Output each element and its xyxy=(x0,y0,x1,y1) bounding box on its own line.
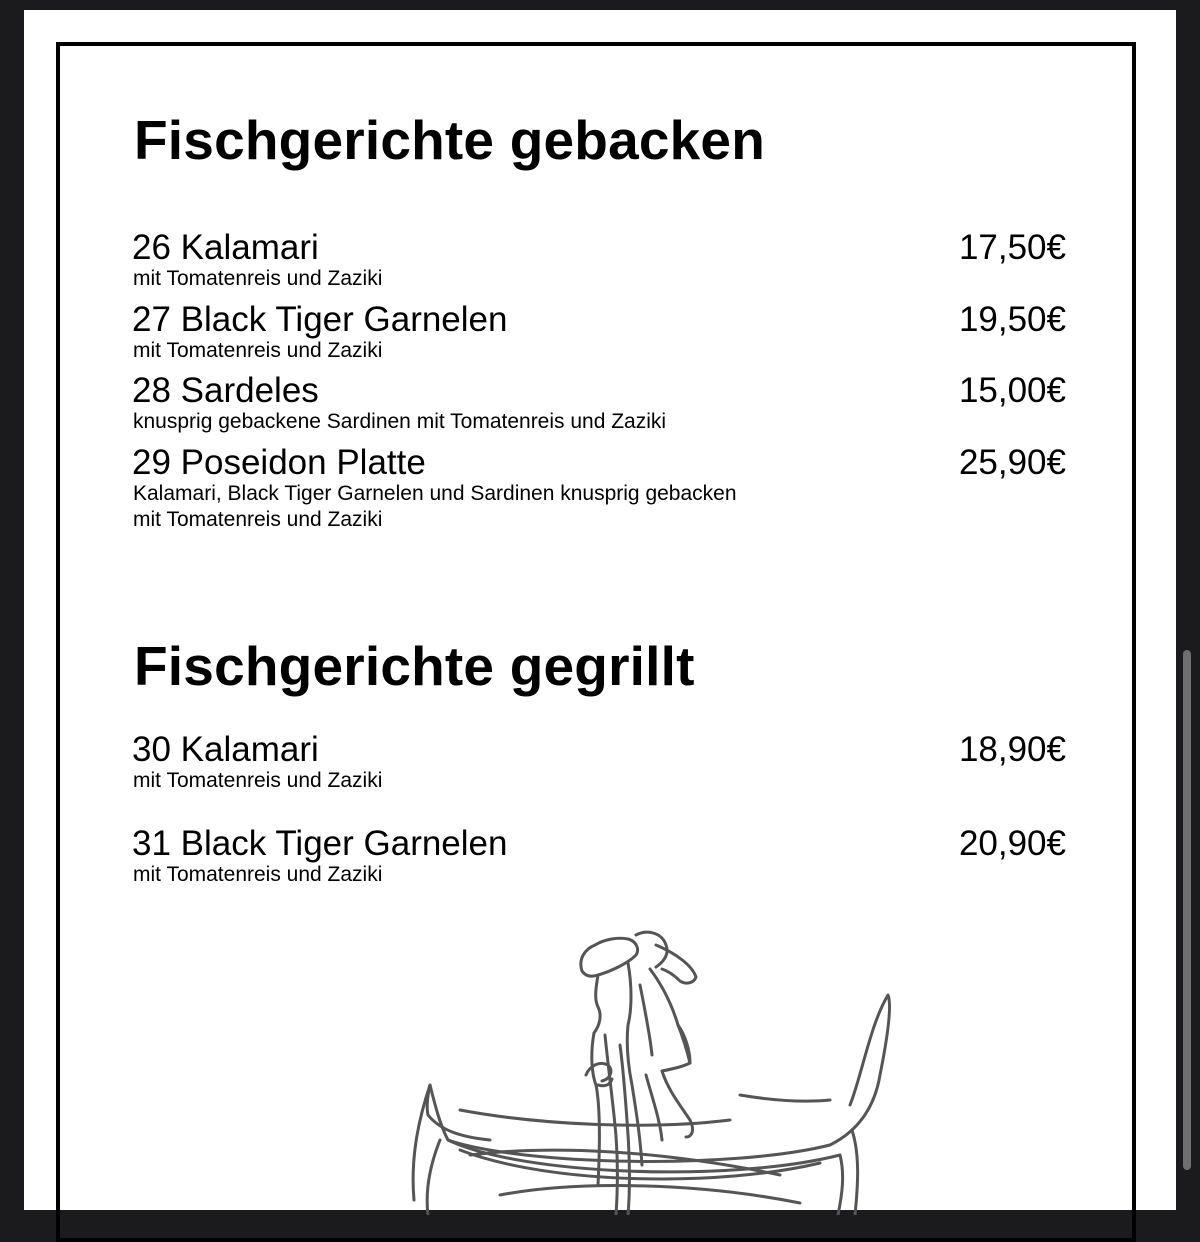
menu-item-description: mit Tomatenreis und Zaziki xyxy=(133,863,383,886)
menu-item-name: 26 Kalamari xyxy=(132,228,319,267)
section-title-gebacken: Fischgerichte gebacken xyxy=(134,109,766,171)
menu-item-price: 17,50€ xyxy=(958,228,1066,267)
menu-item-description: mit Tomatenreis und Zaziki xyxy=(133,267,383,290)
section-title-gegrillt: Fischgerichte gegrillt xyxy=(134,635,695,697)
menu-item-description: Kalamari, Black Tiger Garnelen und Sardinen knusprig gebacken mit Tomatenreis und Zaziki xyxy=(133,482,737,531)
menu-item-name: 27 Black Tiger Garnelen xyxy=(132,300,508,339)
menu-item-description: mit Tomatenreis und Zaziki xyxy=(133,339,383,362)
menu-item-price: 19,50€ xyxy=(958,300,1066,339)
menu-item-name: 30 Kalamari xyxy=(132,730,319,769)
menu-item-description: knusprig gebackene Sardinen mit Tomatenreis und Zaziki xyxy=(133,410,667,433)
gondola-couple-icon xyxy=(400,925,910,1215)
scrollbar-thumb[interactable] xyxy=(1183,650,1191,1170)
menu-item-price: 18,90€ xyxy=(958,730,1066,769)
vertical-scrollbar[interactable] xyxy=(1176,0,1200,1200)
menu-item-price: 20,90€ xyxy=(958,824,1066,863)
menu-item-price: 25,90€ xyxy=(958,443,1066,482)
menu-item-description: mit Tomatenreis und Zaziki xyxy=(133,769,383,792)
menu-item-name: 28 Sardeles xyxy=(132,371,319,410)
menu-item-name: 31 Black Tiger Garnelen xyxy=(132,824,508,863)
menu-item-price: 15,00€ xyxy=(958,371,1066,410)
menu-item-name: 29 Poseidon Platte xyxy=(132,443,426,482)
